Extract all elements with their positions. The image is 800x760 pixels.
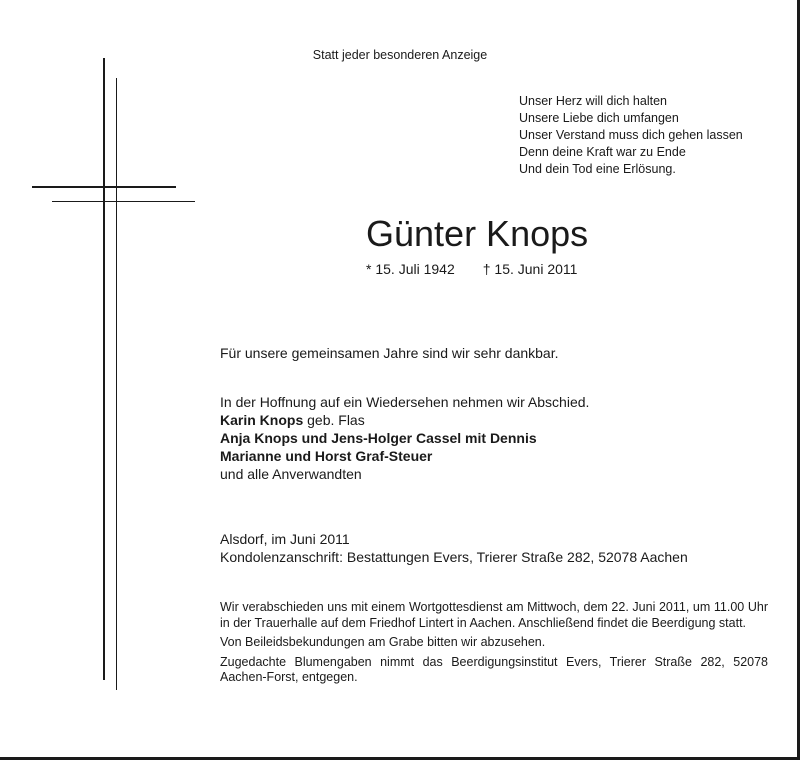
farewell-block — [220, 393, 589, 483]
relatives-line: und alle Anverwandten — [220, 466, 362, 482]
cross-icon-vertical-shadow — [116, 78, 117, 690]
poem-line: Unsere Liebe dich umfangen — [519, 111, 679, 125]
mourner-name: Marianne und Horst Graf-Steuer — [220, 448, 433, 464]
mourner-maiden-name: geb. Flas — [307, 412, 365, 428]
place-date: Alsdorf, im Juni 2011 — [220, 531, 350, 547]
death-date: † 15. Juni 2011 — [482, 261, 578, 277]
service-paragraph: Wir verabschieden uns mit einem Wortgottesdienst am Mittwoch, dem 22. Juni 2011, um 11.00 Uhr in der Trauerhalle auf dem Friedhof Lintert in Aachen. Anschließend findet die Beerdigung statt. — [220, 600, 768, 630]
poem — [519, 93, 789, 178]
service-info — [220, 600, 768, 690]
gratitude-text: Für unsere gemeinsamen Jahre sind wir sehr dankbar. — [220, 345, 559, 361]
life-dates — [366, 261, 577, 277]
farewell-intro: In der Hoffnung auf ein Wiedersehen nehmen wir Abschied. — [220, 394, 590, 410]
mourner-line — [220, 447, 589, 465]
poem-line: Denn deine Kraft war zu Ende — [519, 145, 686, 159]
condolence-address: Kondolenzanschrift: Bestattungen Evers, Trierer Straße 282, 52078 Aachen — [220, 549, 688, 565]
deceased-name: Günter Knops — [366, 213, 589, 254]
mourner-line — [220, 429, 589, 447]
poem-line: Unser Herz will dich halten — [519, 94, 667, 108]
mourner-line — [220, 411, 589, 429]
service-paragraph: Von Beileidsbekundungen am Grabe bitten wir abzusehen. — [220, 635, 546, 649]
location-block — [220, 530, 688, 566]
header-note: Statt jeder besonderen Anzeige — [312, 48, 488, 62]
cross-icon-horizontal-shadow — [52, 201, 195, 202]
poem-line: Und dein Tod eine Erlösung. — [519, 162, 676, 176]
cross-icon-horizontal-bar — [32, 186, 176, 188]
cross-icon-vertical-bar — [103, 58, 105, 680]
mourner-name: Karin Knops — [220, 412, 304, 428]
mourner-name: Anja Knops und Jens-Holger Cassel mit Dennis — [220, 430, 537, 446]
birth-date: * 15. Juli 1942 — [366, 261, 455, 277]
service-paragraph: Zugedachte Blumengaben nimmt das Beerdigungsinstitut Evers, Trierer Straße 282, 52078 Aachen-Forst, entgegen. — [220, 654, 768, 684]
poem-line: Unser Verstand muss dich gehen lassen — [519, 128, 743, 142]
